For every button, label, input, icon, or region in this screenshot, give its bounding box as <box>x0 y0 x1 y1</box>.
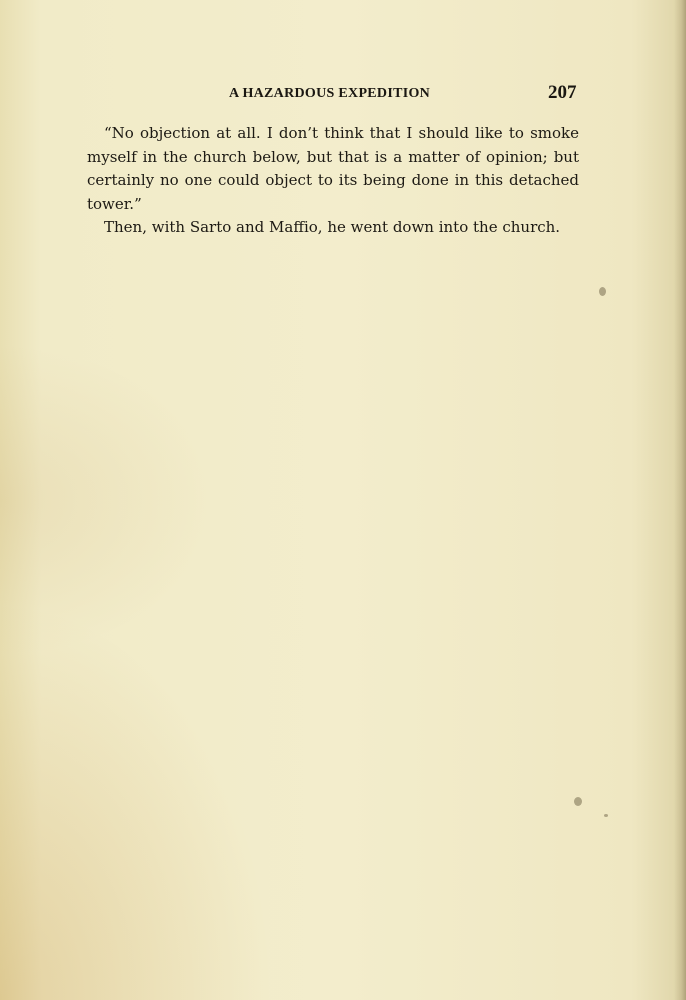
ink-spot <box>599 287 606 296</box>
paragraph-1: “No objection at all. I don’t think that I should like to smoke myself in the church below, but that is a matter of opinion; but certainly no one could object to its being done in this detached tower.” <box>87 124 579 213</box>
body-text <box>87 122 579 240</box>
paragraph-2: Then, with Sarto and Maffio, he went down into the church. <box>104 218 561 236</box>
ink-spot <box>604 814 608 817</box>
running-title: A HAZARDOUS EXPEDITION <box>229 86 431 101</box>
ink-spot <box>574 797 582 806</box>
page-number: 207 <box>548 82 577 103</box>
page-edge-shadow <box>674 0 686 1000</box>
